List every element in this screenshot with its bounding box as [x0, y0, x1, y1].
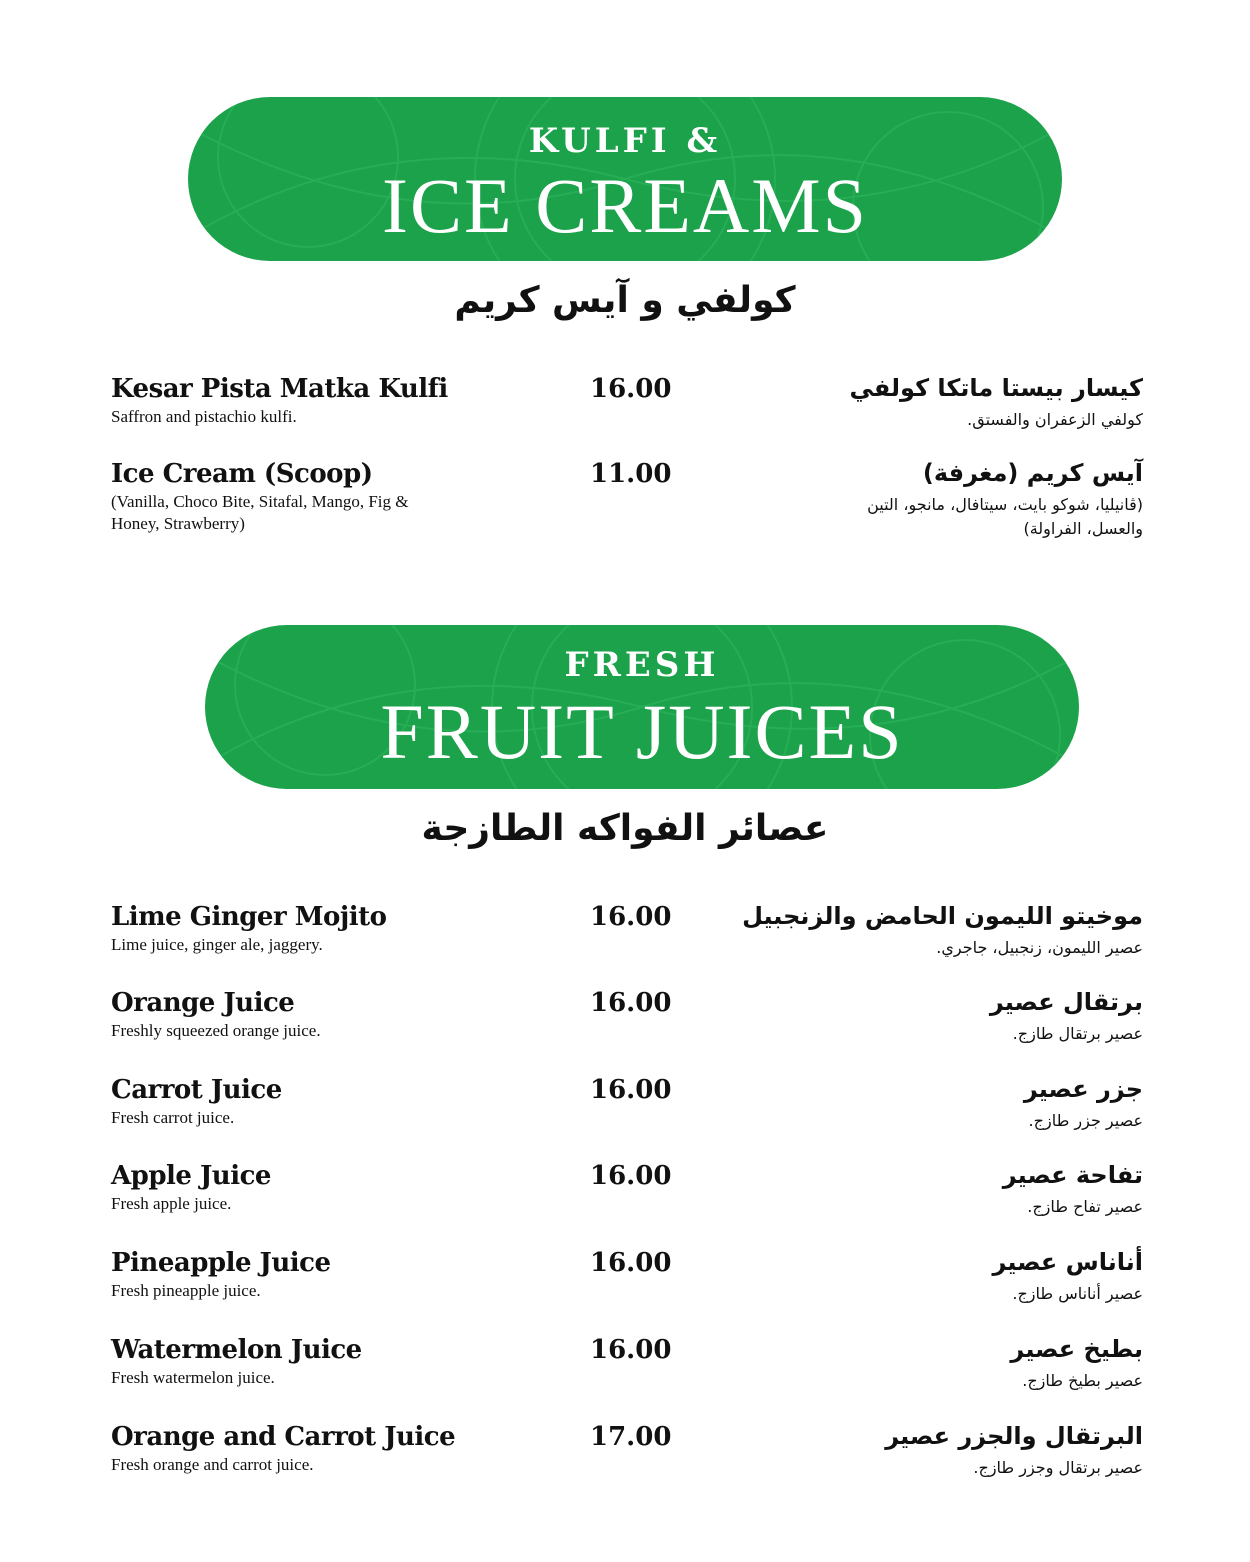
banner-title: ICE CREAMS — [382, 162, 868, 249]
menu-item — [0, 1075, 1250, 1155]
item-arabic-name: برتقال عصير — [989, 988, 1143, 1016]
item-description: Fresh watermelon juice. — [111, 1368, 275, 1387]
item-arabic-description: (ڤانيليا، شوكو بايت، سيتافال، مانجو، التين والعسل، الفراولة) — [867, 495, 1143, 538]
item-description: Fresh pineapple juice. — [111, 1281, 261, 1300]
arabic-section-title: عصائر الفواكه الطازجة — [421, 808, 829, 849]
item-name: Lime Ginger Mojito — [111, 902, 387, 932]
item-arabic-description: عصير أناناس طازج. — [1012, 1284, 1143, 1303]
banner-subtitle: FRESH — [564, 645, 720, 685]
item-price: 16.00 — [590, 374, 672, 404]
item-description: (Vanilla, Choco Bite, Sitafal, Mango, Fig & Honey, Strawberry) — [111, 492, 409, 533]
item-arabic-name: كيسار بيستا ماتكا كولفي — [849, 374, 1143, 402]
item-arabic-name: جزر عصير — [1023, 1075, 1143, 1103]
item-description: Freshly squeezed orange juice. — [111, 1021, 321, 1040]
item-name: Kesar Pista Matka Kulfi — [111, 374, 448, 404]
item-arabic-name: بطيخ عصير — [1010, 1335, 1143, 1363]
item-description: Lime juice, ginger ale, jaggery. — [111, 935, 323, 954]
item-name: Orange and Carrot Juice — [111, 1422, 456, 1452]
item-arabic-name: آيس كريم (مغرفة) — [922, 459, 1143, 487]
section-banner-juices — [205, 625, 1079, 789]
item-arabic-description: عصير تفاح طازج. — [1027, 1197, 1143, 1216]
item-description: Fresh carrot juice. — [111, 1108, 235, 1127]
menu-item — [0, 459, 1250, 539]
menu-item — [0, 374, 1250, 454]
item-arabic-name: البرتقال والجزر عصير — [885, 1422, 1143, 1450]
item-price: 17.00 — [590, 1422, 672, 1452]
item-description: Saffron and pistachio kulfi. — [111, 407, 297, 426]
item-arabic-description: عصير برتقال وجزر طازج. — [973, 1458, 1143, 1477]
item-arabic-description: عصير جزر طازج. — [1028, 1111, 1143, 1130]
item-arabic-name: تفاحة عصير — [1002, 1161, 1143, 1189]
item-name: Apple Juice — [111, 1161, 271, 1191]
item-arabic-description: عصير الليمون، زنجبيل، جاجري. — [936, 938, 1143, 957]
item-description: Fresh apple juice. — [111, 1194, 232, 1213]
menu-item — [0, 1422, 1250, 1502]
banner-subtitle: KULFI & — [528, 121, 722, 161]
section-banner-kulfi — [188, 97, 1062, 261]
item-price: 16.00 — [590, 1335, 672, 1365]
item-price: 16.00 — [590, 1248, 672, 1278]
item-price: 11.00 — [590, 459, 672, 489]
item-arabic-description: عصير بطيخ طازج. — [1022, 1371, 1143, 1390]
item-name: Ice Cream (Scoop) — [111, 459, 373, 489]
item-price: 16.00 — [590, 902, 672, 932]
item-name: Orange Juice — [111, 988, 295, 1018]
item-price: 16.00 — [590, 1075, 672, 1105]
item-arabic-name: موخيتو الليمون الحامض والزنجبيل — [742, 902, 1143, 930]
menu-item — [0, 1248, 1250, 1328]
item-name: Carrot Juice — [111, 1075, 282, 1105]
menu-item — [0, 1335, 1250, 1415]
item-arabic-description: كولفي الزعفران والفستق. — [967, 410, 1143, 429]
menu-item — [0, 902, 1250, 982]
item-arabic-name: أناناس عصير — [992, 1248, 1143, 1276]
menu-item — [0, 988, 1250, 1068]
item-name: Pineapple Juice — [111, 1248, 331, 1278]
item-price: 16.00 — [590, 1161, 672, 1191]
item-price: 16.00 — [590, 988, 672, 1018]
item-arabic-description: عصير برتقال طازج. — [1012, 1024, 1143, 1043]
arabic-section-title: كولفي و آيس كريم — [454, 280, 796, 321]
item-name: Watermelon Juice — [111, 1335, 362, 1365]
menu-item — [0, 1161, 1250, 1241]
banner-title: FRUIT JUICES — [380, 688, 904, 775]
item-description: Fresh orange and carrot juice. — [111, 1455, 314, 1474]
